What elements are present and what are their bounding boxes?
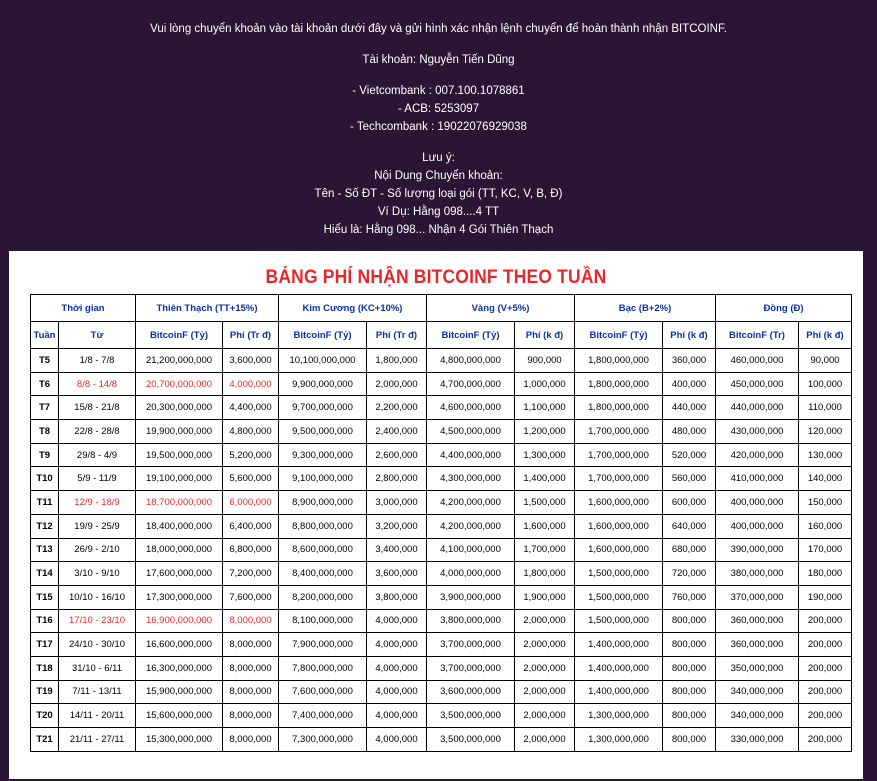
table-cell: 1,600,000,000 [575,491,663,515]
note-line: Tên - Số ĐT - Số lượng loại gói (TT, KC, V, B, Đ) [314,188,563,200]
table-cell: 3/10 - 9/10 [59,562,136,586]
table-cell: 3,500,000,000 [427,728,515,752]
table-cell: 26/9 - 2/10 [59,538,136,562]
week-cell: T13 [31,538,59,562]
table-cell: 3,600,000 [367,562,427,586]
table-cell: 15,300,000,000 [136,728,223,752]
table-cell: 190,000 [799,585,852,609]
table-cell: 8,400,000,000 [279,562,367,586]
table-cell: 1,800,000 [367,349,427,373]
table-cell: 3,000,000 [367,491,427,515]
table-row [31,562,852,586]
table-cell: 8,900,000,000 [279,491,367,515]
table-cell: 4,200,000,000 [427,491,515,515]
table-cell: 17,600,000,000 [136,562,223,586]
table-cell: 4,000,000 [367,609,427,633]
table-cell: 22/8 - 28/8 [59,420,136,444]
week-cell: T9 [31,443,59,467]
table-cell: 480,000 [663,420,716,444]
table-cell: 8,800,000,000 [279,514,367,538]
table-cell: 200,000 [799,656,852,680]
table-cell: 6,800,000 [223,538,279,562]
table-title: BẢNG PHÍ NHẬN BITCOINF THEO TUẦN [265,267,607,288]
table-cell: 1,500,000,000 [575,609,663,633]
table-cell: 440,000 [663,396,716,420]
column-header: Phí (k đ) [663,322,716,349]
group-header: Kim Cương (KC+10%) [279,295,427,322]
table-cell: 8,100,000,000 [279,609,367,633]
table-cell: 800,000 [663,704,716,728]
note-title: Lưu ý: [422,152,455,164]
table-cell: 3,700,000,000 [427,656,515,680]
table-cell: 450,000,000 [716,372,799,396]
table-cell: 340,000,000 [716,704,799,728]
table-cell: 800,000 [663,656,716,680]
table-cell: 7,300,000,000 [279,728,367,752]
column-header: BitcoinF (Tỷ) [575,322,663,349]
table-cell: 8/8 - 14/8 [59,372,136,396]
table-cell: 1,000,000 [515,372,575,396]
table-row [31,704,852,728]
table-cell: 9,100,000,000 [279,467,367,491]
table-cell: 6,400,000 [223,514,279,538]
sub-header-row [31,322,852,349]
table-cell: 640,000 [663,514,716,538]
table-cell: 7,200,000 [223,562,279,586]
table-cell: 3,400,000 [367,538,427,562]
table-cell: 100,000 [799,372,852,396]
table-cell: 12/9 - 18/9 [59,491,136,515]
table-cell: 31/10 - 6/11 [59,656,136,680]
table-cell: 1,700,000,000 [575,443,663,467]
table-row [31,420,852,444]
table-cell: 3,800,000 [367,585,427,609]
table-cell: 3,700,000,000 [427,633,515,657]
table-cell: 4,500,000,000 [427,420,515,444]
table-cell: 7,900,000,000 [279,633,367,657]
table-cell: 3,500,000,000 [427,704,515,728]
table-row [31,491,852,515]
week-cell: T10 [31,467,59,491]
column-header: Phí (Tr đ) [223,322,279,349]
fee-table-image [9,251,863,779]
table-cell: 8,000,000 [223,609,279,633]
column-header: Phí (k đ) [799,322,852,349]
table-cell: 1,800,000,000 [575,349,663,373]
table-cell: 1,100,000 [515,396,575,420]
column-header: BitcoinF (Tỷ) [427,322,515,349]
table-cell: 2,000,000 [515,609,575,633]
table-cell: 21,200,000,000 [136,349,223,373]
table-cell: 520,000 [663,443,716,467]
table-cell: 440,000,000 [716,396,799,420]
table-cell: 16,900,000,000 [136,609,223,633]
table-cell: 19/9 - 25/9 [59,514,136,538]
table-cell: 20,300,000,000 [136,396,223,420]
table-cell: 3,200,000 [367,514,427,538]
table-cell: 1,500,000 [515,491,575,515]
bank-vietcombank: - Vietcombank : 007.100.1078861 [352,85,525,97]
table-cell: 200,000 [799,633,852,657]
note-line: Nội Dung Chuyển khoản: [374,170,503,182]
table-cell: 4,300,000,000 [427,467,515,491]
table-cell: 380,000,000 [716,562,799,586]
table-cell: 15,600,000,000 [136,704,223,728]
group-header: Thời gian [31,295,136,322]
table-cell: 7,800,000,000 [279,656,367,680]
column-header: Tuần [31,322,59,349]
column-header: BitcoinF (Tr) [716,322,799,349]
table-cell: 8,000,000 [223,704,279,728]
group-header: Bạc (B+2%) [575,295,716,322]
table-cell: 170,000 [799,538,852,562]
week-cell: T17 [31,633,59,657]
table-cell: 1,600,000,000 [575,514,663,538]
table-cell: 800,000 [663,609,716,633]
table-cell: 8,000,000 [223,680,279,704]
table-cell: 1,600,000 [515,514,575,538]
table-cell: 9,500,000,000 [279,420,367,444]
week-cell: T11 [31,491,59,515]
group-header-row [31,295,852,322]
table-cell: 410,000,000 [716,467,799,491]
table-cell: 400,000,000 [716,491,799,515]
table-cell: 2,600,000 [367,443,427,467]
table-cell: 1,500,000,000 [575,585,663,609]
table-cell: 200,000 [799,609,852,633]
table-cell: 4,700,000,000 [427,372,515,396]
table-cell: 6,000,000 [223,491,279,515]
table-cell: 800,000 [663,728,716,752]
table-cell: 680,000 [663,538,716,562]
table-cell: 430,000,000 [716,420,799,444]
table-cell: 1/8 - 7/8 [59,349,136,373]
table-cell: 18,000,000,000 [136,538,223,562]
table-cell: 5,200,000 [223,443,279,467]
column-header: BitcoinF (Tỷ) [279,322,367,349]
table-cell: 18,700,000,000 [136,491,223,515]
week-cell: T18 [31,656,59,680]
table-cell: 2,000,000 [367,372,427,396]
table-row [31,656,852,680]
week-cell: T20 [31,704,59,728]
table-cell: 8,000,000 [223,633,279,657]
table-cell: 340,000,000 [716,680,799,704]
table-cell: 390,000,000 [716,538,799,562]
table-cell: 370,000,000 [716,585,799,609]
table-cell: 15,900,000,000 [136,680,223,704]
table-cell: 4,000,000 [367,728,427,752]
table-cell: 24/10 - 30/10 [59,633,136,657]
table-row [31,633,852,657]
week-cell: T19 [31,680,59,704]
table-cell: 360,000,000 [716,633,799,657]
table-cell: 7,600,000,000 [279,680,367,704]
table-cell: 460,000,000 [716,349,799,373]
table-cell: 5/9 - 11/9 [59,467,136,491]
table-cell: 1,400,000,000 [575,656,663,680]
table-cell: 1,700,000 [515,538,575,562]
table-cell: 16,300,000,000 [136,656,223,680]
table-cell: 1,300,000 [515,443,575,467]
table-cell: 18,400,000,000 [136,514,223,538]
table-cell: 1,300,000,000 [575,704,663,728]
table-cell: 10/10 - 16/10 [59,585,136,609]
table-cell: 2,000,000 [515,728,575,752]
table-cell: 1,800,000,000 [575,372,663,396]
table-cell: 1,800,000,000 [575,396,663,420]
account-name: Tài khoản: Nguyễn Tiến Dũng [362,54,515,66]
table-cell: 3,600,000 [223,349,279,373]
table-cell: 9,300,000,000 [279,443,367,467]
table-cell: 4,000,000 [367,656,427,680]
table-row [31,609,852,633]
column-header: Phí (Tr đ) [367,322,427,349]
table-cell: 4,200,000,000 [427,514,515,538]
table-cell: 560,000 [663,467,716,491]
table-cell: 2,000,000 [515,633,575,657]
table-cell: 4,000,000 [223,372,279,396]
table-cell: 19,500,000,000 [136,443,223,467]
table-cell: 4,400,000 [223,396,279,420]
table-cell: 4,800,000 [223,420,279,444]
table-cell: 14/11 - 20/11 [59,704,136,728]
week-cell: T16 [31,609,59,633]
table-row [31,514,852,538]
week-cell: T15 [31,585,59,609]
table-cell: 5,600,000 [223,467,279,491]
table-cell: 4,000,000 [367,633,427,657]
table-cell: 760,000 [663,585,716,609]
table-cell: 1,700,000,000 [575,420,663,444]
table-cell: 16,600,000,000 [136,633,223,657]
table-cell: 15/8 - 21/8 [59,396,136,420]
table-cell: 17,300,000,000 [136,585,223,609]
table-cell: 1,600,000,000 [575,538,663,562]
table-cell: 120,000 [799,420,852,444]
week-cell: T7 [31,396,59,420]
table-cell: 160,000 [799,514,852,538]
note-line: Ví Dụ: Hằng 098....4 TT [377,206,500,218]
table-cell: 180,000 [799,562,852,586]
table-cell: 800,000 [663,680,716,704]
table-cell: 720,000 [663,562,716,586]
table-cell: 7,600,000 [223,585,279,609]
table-cell: 21/11 - 27/11 [59,728,136,752]
table-cell: 200,000 [799,704,852,728]
table-cell: 1,500,000,000 [575,562,663,586]
table-cell: 8,000,000 [223,656,279,680]
table-row [31,443,852,467]
table-cell: 4,000,000 [367,704,427,728]
table-cell: 1,800,000 [515,562,575,586]
table-cell: 1,700,000,000 [575,467,663,491]
table-cell: 420,000,000 [716,443,799,467]
column-header: Phí (k đ) [515,322,575,349]
table-cell: 10,100,000,000 [279,349,367,373]
table-cell: 4,800,000,000 [427,349,515,373]
table-cell: 150,000 [799,491,852,515]
table-cell: 8,600,000,000 [279,538,367,562]
table-cell: 2,000,000 [515,680,575,704]
table-cell: 3,800,000,000 [427,609,515,633]
table-cell: 1,400,000,000 [575,633,663,657]
table-cell: 600,000 [663,491,716,515]
table-row [31,585,852,609]
table-cell: 110,000 [799,396,852,420]
table-cell: 17/10 - 23/10 [59,609,136,633]
table-cell: 19,900,000,000 [136,420,223,444]
note-line: Hiểu là: Hằng 098... Nhận 4 Gói Thiên Thạch [323,224,554,236]
table-cell: 130,000 [799,443,852,467]
table-cell: 1,300,000,000 [575,728,663,752]
bank-acb: - ACB: 5253097 [397,103,480,115]
week-cell: T8 [31,420,59,444]
column-header: Từ [59,322,136,349]
week-cell: T6 [31,372,59,396]
table-cell: 3,900,000,000 [427,585,515,609]
table-cell: 360,000 [663,349,716,373]
table-cell: 7/11 - 13/11 [59,680,136,704]
table-cell: 20,700,000,000 [136,372,223,396]
table-row [31,467,852,491]
table-cell: 140,000 [799,467,852,491]
table-cell: 1,400,000 [515,467,575,491]
table-cell: 3,600,000,000 [427,680,515,704]
bank-techcombank: - Techcombank : 19022076929038 [350,121,527,133]
table-cell: 2,200,000 [367,396,427,420]
table-cell: 2,800,000 [367,467,427,491]
table-cell: 2,000,000 [515,656,575,680]
table-cell: 800,000 [663,633,716,657]
table-cell: 4,000,000 [367,680,427,704]
table-row [31,349,852,373]
week-cell: T14 [31,562,59,586]
table-cell: 8,200,000,000 [279,585,367,609]
group-header: Đồng (Đ) [716,295,852,322]
table-cell: 19,100,000,000 [136,467,223,491]
table-cell: 29/8 - 4/9 [59,443,136,467]
table-cell: 4,100,000,000 [427,538,515,562]
group-header: Vàng (V+5%) [427,295,575,322]
table-cell: 360,000,000 [716,609,799,633]
table-cell: 1,900,000 [515,585,575,609]
payment-info [0,0,877,239]
table-cell: 200,000 [799,728,852,752]
table-cell: 900,000 [515,349,575,373]
table-body [31,349,852,752]
column-header: BitcoinF (Tỷ) [136,322,223,349]
table-cell: 2,400,000 [367,420,427,444]
table-row [31,680,852,704]
table-row [31,396,852,420]
intro-text: Vui lòng chuyển khoản vào tài khoản dưới đây và gửi hình xác nhận lệnh chuyển để hoàn thành nhận BITCOINF. [150,23,727,35]
table-cell: 1,400,000,000 [575,680,663,704]
table-cell: 90,000 [799,349,852,373]
table-cell: 7,400,000,000 [279,704,367,728]
table-cell: 2,000,000 [515,704,575,728]
table-cell: 1,200,000 [515,420,575,444]
table-cell: 8,000,000 [223,728,279,752]
week-cell: T12 [31,514,59,538]
table-cell: 350,000,000 [716,656,799,680]
table-cell: 400,000 [663,372,716,396]
table-cell: 200,000 [799,680,852,704]
table-cell: 9,700,000,000 [279,396,367,420]
week-cell: T5 [31,349,59,373]
table-cell: 4,000,000,000 [427,562,515,586]
table-row [31,538,852,562]
group-header: Thiên Thạch (TT+15%) [136,295,279,322]
table-row [31,372,852,396]
table-cell: 330,000,000 [716,728,799,752]
fee-table [30,294,852,752]
table-cell: 4,600,000,000 [427,396,515,420]
table-cell: 4,400,000,000 [427,443,515,467]
table-row [31,728,852,752]
table-cell: 400,000,000 [716,514,799,538]
week-cell: T21 [31,728,59,752]
table-cell: 9,900,000,000 [279,372,367,396]
